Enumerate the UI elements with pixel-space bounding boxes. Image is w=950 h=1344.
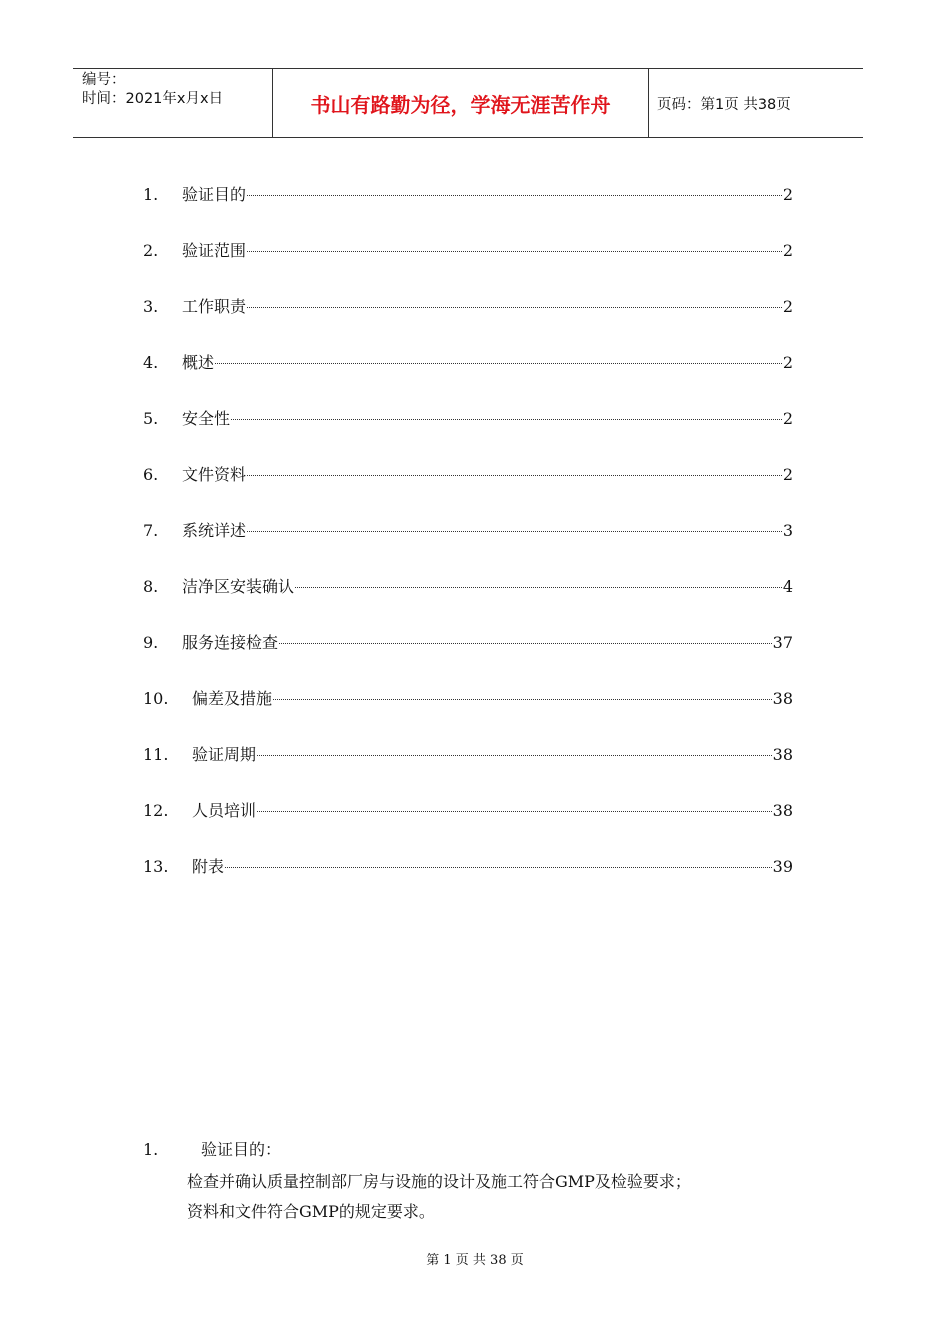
section-title: 验证目的： [201, 1140, 282, 1159]
toc-leader-dots [295, 587, 782, 588]
toc-leader-dots [247, 307, 782, 308]
toc-entry-number: 12. [143, 801, 169, 820]
page-footer: 第 1 页 共 38 页 [426, 1253, 524, 1268]
toc-leader-dots [279, 643, 772, 644]
toc-leader-dots [257, 811, 772, 812]
section-verification-purpose [143, 1137, 843, 1227]
toc-entry-number: 7. [143, 521, 159, 540]
toc-leader-dots [247, 475, 782, 476]
toc-entry-number: 11. [143, 745, 169, 764]
toc-entry-page: 38 [772, 745, 793, 764]
toc-entry[interactable] [143, 799, 793, 855]
toc-entry-number: 13. [143, 857, 169, 876]
toc-entry-title: 洁净区安装确认 [182, 577, 295, 596]
toc-leader-dots [231, 419, 782, 420]
toc-entry-page: 39 [772, 857, 793, 876]
toc-entry-page: 2 [782, 353, 793, 372]
toc-entry-number: 10. [143, 689, 169, 708]
toc-entry-title: 人员培训 [192, 801, 257, 820]
toc-entry-title: 文件资料 [182, 465, 247, 484]
toc-entry-number: 4. [143, 353, 159, 372]
toc-entry[interactable] [143, 687, 793, 743]
toc-entry[interactable] [143, 239, 793, 295]
toc-entry[interactable] [143, 295, 793, 351]
toc-leader-dots [225, 867, 772, 868]
toc-entry-number: 3. [143, 297, 159, 316]
toc-leader-dots [247, 251, 782, 252]
section-heading [143, 1137, 843, 1167]
toc-entry-page: 2 [782, 409, 793, 428]
toc-entry-page: 2 [782, 241, 793, 260]
toc-entry-title: 概述 [182, 353, 215, 372]
toc-entry[interactable] [143, 407, 793, 463]
toc-entry-number: 1. [143, 185, 159, 204]
toc-entry-page: 38 [772, 801, 793, 820]
section-line: 检查并确认质量控制部厂房与设施的设计及施工符合GMP及检验要求； [187, 1172, 691, 1191]
toc-entry-page: 2 [782, 465, 793, 484]
toc-entry-page: 4 [782, 577, 793, 596]
toc-entry-number: 8. [143, 577, 159, 596]
toc-entry-title: 验证目的 [182, 185, 247, 204]
toc-entry[interactable] [143, 743, 793, 799]
toc-entry-title: 偏差及措施 [192, 689, 273, 708]
section-line: 资料和文件符合GMP的规定要求。 [187, 1202, 435, 1221]
serial-label: 编号： [82, 72, 126, 88]
toc-entry-number: 2. [143, 241, 159, 260]
toc-entry-number: 5. [143, 409, 159, 428]
toc-entry-title: 验证范围 [182, 241, 247, 260]
toc-leader-dots [273, 699, 772, 700]
toc-leader-dots [247, 531, 782, 532]
section-number: 1. [143, 1140, 159, 1159]
toc-entry[interactable] [143, 855, 793, 911]
toc-entry-title: 验证周期 [192, 745, 257, 764]
header-meta [73, 69, 273, 137]
toc-leader-dots [247, 195, 782, 196]
toc-entry-title: 服务连接检查 [182, 633, 279, 652]
toc-entry[interactable] [143, 183, 793, 239]
toc-entry-page: 3 [782, 521, 793, 540]
toc-entry-title: 附表 [192, 857, 225, 876]
toc-entry-page: 2 [782, 185, 793, 204]
header-motto: 书山有路勤为径，学海无涯苦作舟 [273, 69, 649, 137]
toc-entry-number: 9. [143, 633, 159, 652]
time-label: 时间：2021年x月x日 [82, 91, 224, 107]
toc-entry-page: 37 [772, 633, 793, 652]
toc-entry[interactable] [143, 351, 793, 407]
toc-entry[interactable] [143, 631, 793, 687]
table-of-contents [143, 183, 793, 911]
toc-leader-dots [215, 363, 782, 364]
toc-entry-title: 工作职责 [182, 297, 247, 316]
toc-leader-dots [257, 755, 772, 756]
page-header [73, 68, 863, 138]
toc-entry-page: 38 [772, 689, 793, 708]
section-body [143, 1167, 843, 1227]
toc-entry[interactable] [143, 519, 793, 575]
toc-entry[interactable] [143, 575, 793, 631]
toc-entry[interactable] [143, 463, 793, 519]
toc-entry-title: 安全性 [182, 409, 231, 428]
toc-entry-page: 2 [782, 297, 793, 316]
header-page-info: 页码：第1页 共38页 [657, 96, 791, 113]
toc-entry-number: 6. [143, 465, 159, 484]
toc-entry-title: 系统详述 [182, 521, 247, 540]
